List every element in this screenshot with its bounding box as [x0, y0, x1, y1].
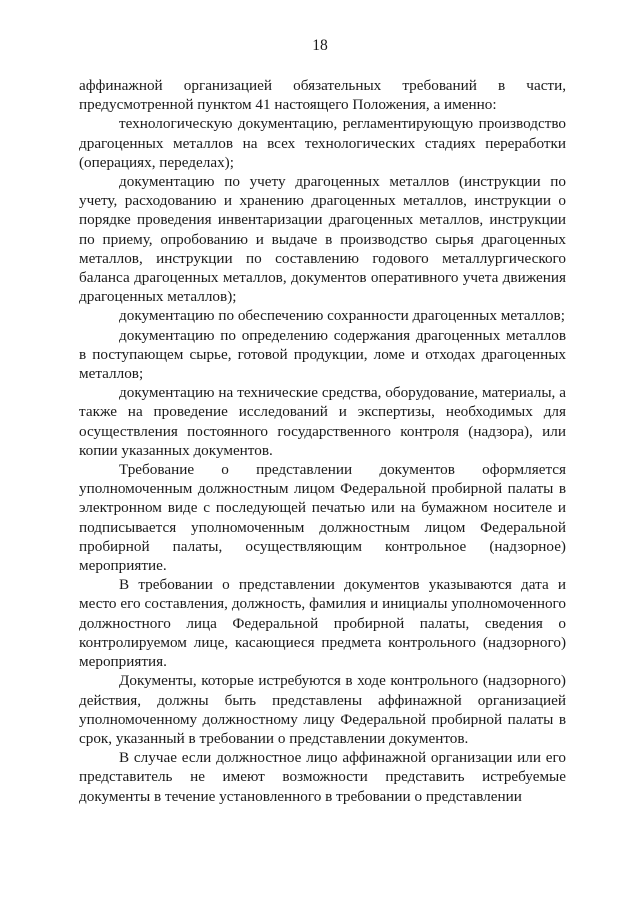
paragraph-accounting-docs: документацию по учету драгоценных металлов (инструкции по учету, расходованию и хранению драгоценных металлов, инструкции о порядке проведения инвентаризации драгоценных металлов, инструкции по приему, опробованию и выдаче в производство сырья драгоценных металлов, инструкции по составлению годового металлургического баланса драгоценных металлов, документов оперативного учета движения драгоценных металлов); — [79, 173, 566, 306]
page-number: 18 — [312, 37, 328, 54]
paragraph-safety-docs: документацию по обеспечению сохранности драгоценных металлов; — [119, 307, 565, 325]
document-body — [79, 76, 566, 806]
paragraph-technical-means-docs: документацию на технические средства, оборудование, материалы, а также на проведение исследований и экспертизы, необходимых для осуществления постоянного государственного контроля (надзора), или копии указанных документов. — [79, 384, 566, 459]
paragraph-technological-docs: технологическую документацию, регламентирующую производство драгоценных металлов на всех технологических стадиях переработки (операциях, переделах); — [79, 115, 566, 171]
paragraph-continuation: аффинажной организацией обязательных требований в части, предусмотренной пунктом 41 настоящего Положения, а именно: — [79, 77, 566, 114]
paragraph-request-formation: Требование о представлении документов оформляется уполномоченным должностным лицом Федеральной пробирной палаты в электронном виде с последующей печатью или на бумажном носителе и подписывается уполномоченным должностным лицом Федеральной пробирной палаты, осуществляющим контрольное (надзорное) мероприятие. — [79, 461, 566, 575]
paragraph-request-contents: В требовании о представлении документов указываются дата и место его составления, должность, фамилия и инициалы уполномоченного должностного лица Федеральной пробирной палаты, сведения о контролируемом лице, касающиеся предмета контрольного (надзорного) мероприятия. — [79, 576, 566, 671]
paragraph-inability-case: В случае если должностное лицо аффинажной организации или его представитель не имеют возможности представить истребуемые документы в течение установленного в требовании о представлении — [79, 749, 566, 805]
paragraph-documents-submission: Документы, которые истребуются в ходе контрольного (надзорного) действия, должны быть представлены аффинажной организацией уполномоченному должностному лицу Федеральной пробирной палаты в срок, указанный в требовании о представлении документов. — [79, 672, 566, 747]
paragraph-content-determination-docs: документацию по определению содержания драгоценных металлов в поступающем сырье, готовой продукции, ломе и отходах драгоценных металлов; — [79, 326, 566, 383]
